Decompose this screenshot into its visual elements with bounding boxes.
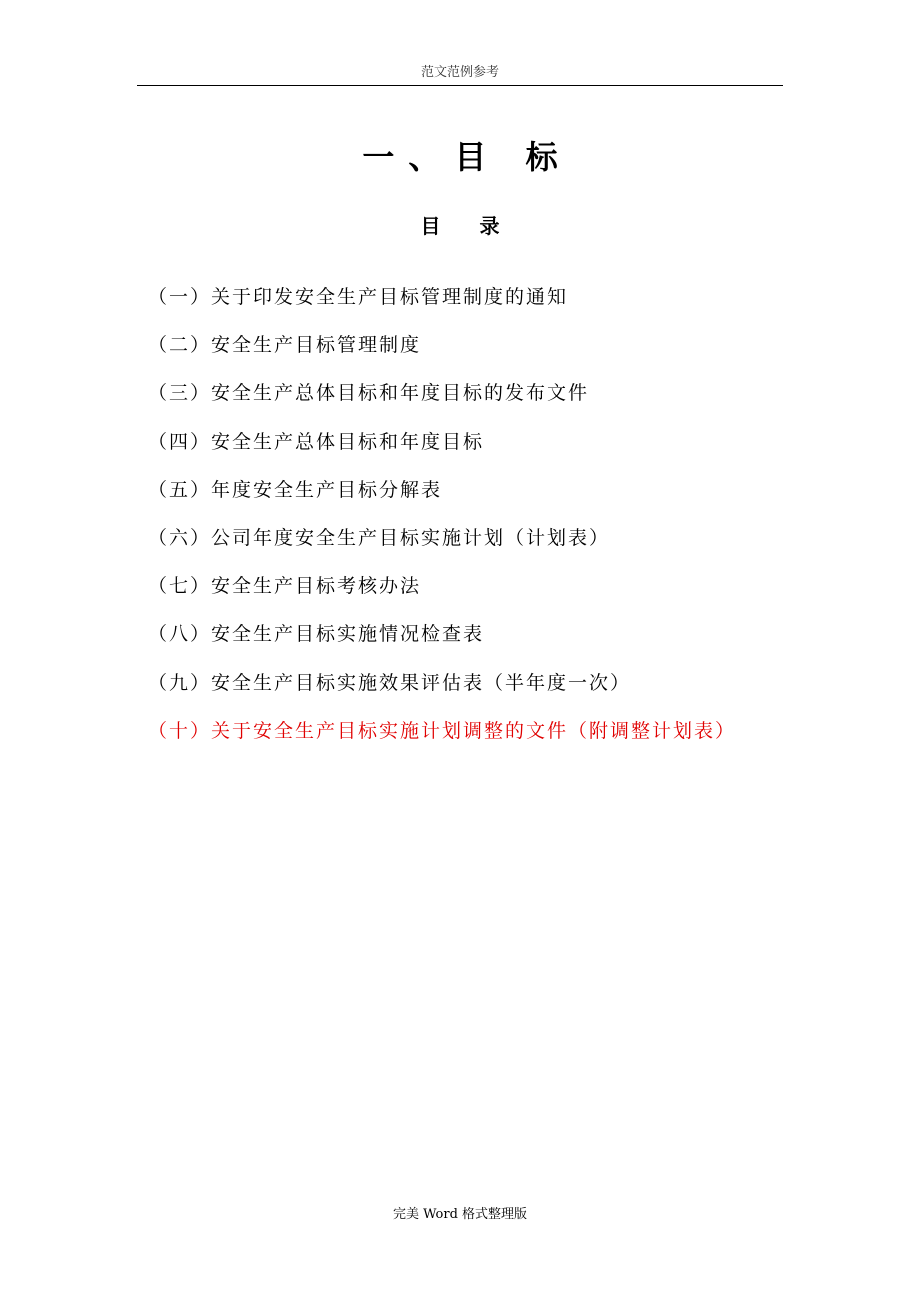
toc-heading: 目 录 <box>420 214 516 238</box>
toc-item-4[interactable]: （四）安全生产总体目标和年度目标 <box>148 430 485 453</box>
toc-item-10[interactable]: （十）关于安全生产目标实施计划调整的文件（附调整计划表） <box>148 719 737 742</box>
page-footer-text: 完美 Word 格式整理版 <box>392 1207 528 1222</box>
toc-item-7[interactable]: （七）安全生产目标考核办法 <box>148 575 422 598</box>
toc-item-9[interactable]: （九）安全生产目标实施效果评估表（半年度一次） <box>148 671 632 694</box>
toc-item-6[interactable]: （六）公司年度安全生产目标实施计划（计划表） <box>148 526 611 549</box>
toc-item-3[interactable]: （三）安全生产总体目标和年度目标的发布文件 <box>148 382 590 405</box>
toc-item-5[interactable]: （五）年度安全生产目标分解表 <box>148 478 443 501</box>
page-title: 一、目 标 <box>362 138 572 176</box>
toc-item-8[interactable]: （八）安全生产目标实施情况检查表 <box>148 623 485 646</box>
header-divider <box>137 85 783 86</box>
table-of-contents <box>148 282 788 764</box>
page-header-text: 范文范例参考 <box>420 65 499 80</box>
toc-item-2[interactable]: （二）安全生产目标管理制度 <box>148 334 422 357</box>
toc-item-1[interactable]: （一）关于印发安全生产目标管理制度的通知 <box>148 286 569 308</box>
